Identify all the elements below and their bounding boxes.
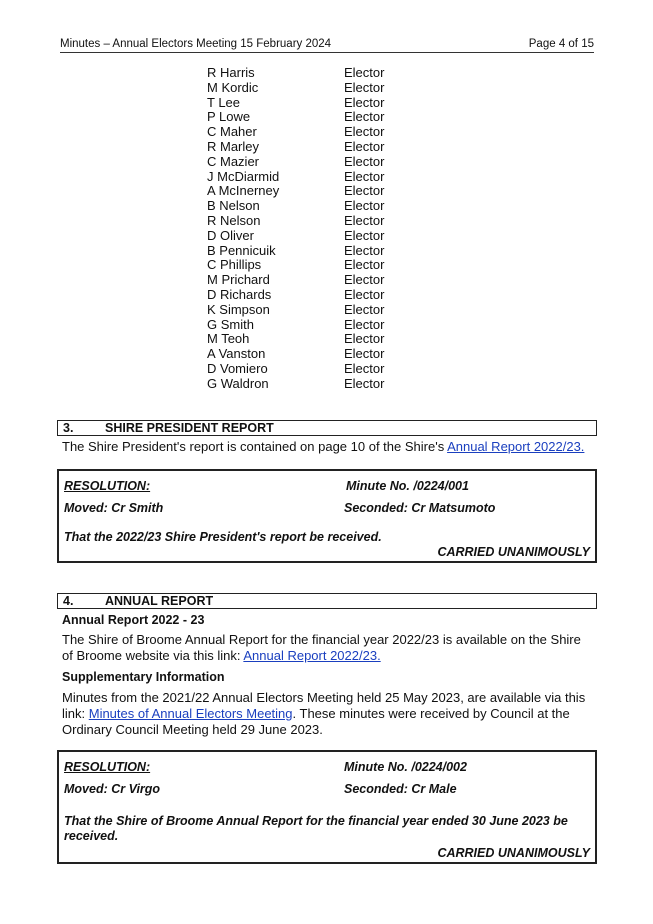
attendee-row — [207, 96, 384, 111]
seconded-by: Seconded: Cr Matsumoto — [344, 501, 496, 515]
section-title: SHIRE PRESIDENT REPORT — [105, 421, 274, 435]
attendee-row — [207, 377, 384, 392]
minute-number: Minute No. /0224/002 — [344, 760, 467, 774]
attendee-list — [207, 66, 384, 392]
carried-status: CARRIED UNANIMOUSLY — [437, 545, 590, 559]
moved-by: Moved: Cr Smith — [64, 501, 164, 515]
attendee-role: Elector — [344, 360, 385, 376]
section-title: ANNUAL REPORT — [105, 594, 214, 608]
section-4-header — [57, 593, 597, 609]
attendee-row — [207, 155, 384, 170]
resolution-label: RESOLUTION: — [64, 760, 151, 774]
motion-text: That the 2022/23 Shire President's report be received. — [64, 530, 382, 544]
attendee-name: M Teoh — [207, 331, 250, 347]
attendee-name: M Kordic — [207, 79, 259, 95]
annual-report-paragraph: The Shire of Broome Annual Report for the financial year 2022/23 is available on the Shire of Broome website via this link: Annual Report 2022/23. — [62, 632, 581, 663]
page-header — [60, 38, 594, 53]
attendee-row — [207, 66, 384, 81]
attendee-name: P Lowe — [207, 109, 251, 125]
attendee-name: R Marley — [207, 138, 260, 154]
attendee-name: R Harris — [207, 65, 255, 80]
attendee-name: B Pennicuik — [207, 242, 276, 258]
subheading-annual-report: Annual Report 2022 - 23 — [62, 613, 205, 627]
minute-number: Minute No. /0224/001 — [346, 479, 469, 493]
attendee-role: Elector — [344, 212, 385, 228]
attendee-name: M Prichard — [207, 272, 270, 288]
attendee-name: A McInerney — [207, 183, 280, 199]
attendee-row — [207, 288, 384, 303]
attendee-name: R Nelson — [207, 212, 261, 228]
attendee-role: Elector — [344, 242, 385, 258]
attendee-name: D Vomiero — [207, 360, 268, 376]
attendee-name: D Oliver — [207, 227, 254, 243]
section-3-header — [57, 420, 597, 436]
attendee-name: G Smith — [207, 316, 254, 332]
attendee-role: Elector — [344, 79, 385, 95]
attendee-name: J McDiarmid — [207, 168, 280, 184]
supplementary-paragraph: Minutes from the 2021/22 Annual Electors Meeting held 25 May 2023, are available via this link: Minutes of Annual Electors Meeting. These minutes were received by Council at the Ordinary Council Meeting held 29 June 2023. — [62, 690, 586, 737]
attendee-row — [207, 303, 384, 318]
section-number: 3. — [63, 421, 74, 435]
resolution-label: RESOLUTION: — [64, 479, 151, 493]
header-title: Minutes – Annual Electors Meeting 15 February 2024 — [60, 38, 332, 50]
section-3-text: The Shire President's report is contained on page 10 of the Shire's Annual Report 2022/23. — [62, 439, 585, 454]
motion-text-line-2: received. — [64, 829, 119, 843]
attendee-row — [207, 229, 384, 244]
attendee-role: Elector — [344, 198, 385, 214]
attendee-row — [207, 81, 384, 96]
section-number: 4. — [63, 594, 74, 608]
attendee-role: Elector — [344, 183, 385, 199]
attendee-role: Elector — [344, 301, 385, 317]
attendee-row — [207, 125, 384, 140]
carried-status: CARRIED UNANIMOUSLY — [437, 846, 590, 860]
resolution-box-1 — [57, 469, 597, 563]
attendee-name: C Phillips — [207, 257, 262, 273]
attendee-row — [207, 199, 384, 214]
attendee-role: Elector — [344, 109, 385, 125]
page-number: Page 4 of 15 — [528, 38, 594, 50]
attendee-row — [207, 214, 384, 229]
attendee-row — [207, 170, 384, 185]
attendee-row — [207, 273, 384, 288]
attendee-role: Elector — [344, 375, 385, 391]
minutes-link[interactable]: Minutes of Annual Electors Meeting — [88, 706, 293, 721]
annual-report-link[interactable]: Annual Report 2022/23. — [447, 439, 585, 454]
motion-text-line-1: That the Shire of Broome Annual Report for the financial year ended 30 June 2023 be — [64, 814, 568, 828]
attendee-row — [207, 318, 384, 333]
attendee-row — [207, 110, 384, 125]
attendee-name: G Waldron — [207, 375, 269, 391]
attendee-row — [207, 184, 384, 199]
resolution-box-2 — [57, 750, 597, 864]
seconded-by: Seconded: Cr Male — [344, 782, 457, 796]
attendee-name: C Maher — [207, 124, 257, 140]
attendee-role: Elector — [344, 138, 385, 154]
attendee-role: Elector — [344, 65, 385, 80]
attendee-role: Elector — [344, 227, 385, 243]
attendee-row — [207, 244, 384, 259]
attendee-name: T Lee — [207, 94, 241, 110]
attendee-role: Elector — [344, 272, 385, 288]
attendee-name: D Richards — [207, 286, 272, 302]
attendee-role: Elector — [344, 346, 385, 362]
attendee-role: Elector — [344, 331, 385, 347]
attendee-row — [207, 362, 384, 377]
attendee-role: Elector — [344, 124, 385, 140]
attendee-name: C Mazier — [207, 153, 260, 169]
attendee-role: Elector — [344, 153, 385, 169]
attendee-role: Elector — [344, 286, 385, 302]
attendee-name: B Nelson — [207, 198, 260, 214]
attendee-name: A Vanston — [207, 346, 266, 362]
attendee-role: Elector — [344, 257, 385, 273]
attendee-row — [207, 347, 384, 362]
annual-report-link[interactable]: Annual Report 2022/23. — [243, 648, 381, 663]
attendee-row — [207, 140, 384, 155]
attendee-role: Elector — [344, 94, 385, 110]
attendee-name: K Simpson — [207, 301, 270, 317]
subheading-supplementary: Supplementary Information — [62, 670, 225, 684]
attendee-role: Elector — [344, 168, 385, 184]
attendee-role: Elector — [344, 316, 385, 332]
moved-by: Moved: Cr Virgo — [64, 782, 161, 796]
attendee-row — [207, 332, 384, 347]
attendee-row — [207, 258, 384, 273]
